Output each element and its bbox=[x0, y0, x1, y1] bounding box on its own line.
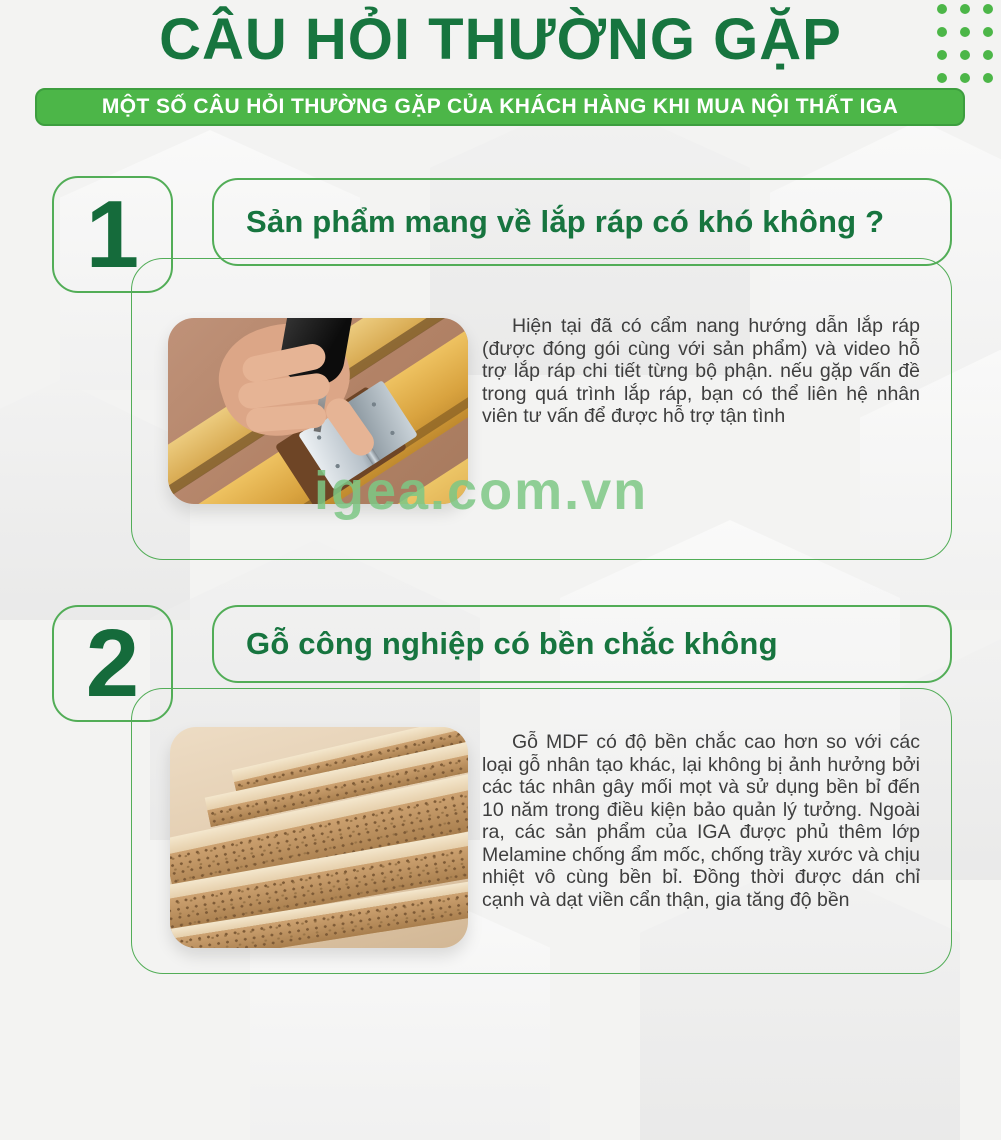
mdf-board-stack-photo bbox=[170, 727, 468, 948]
faq1-number: 1 bbox=[52, 176, 173, 293]
faq2-number: 2 bbox=[52, 605, 173, 722]
dots-grid-decoration bbox=[937, 4, 993, 83]
watermark: igea.com.vn bbox=[314, 461, 649, 521]
page-title: CÂU HỎI THƯỜNG GẶP bbox=[159, 7, 842, 72]
faq2-answer-text: Gỗ MDF có độ bền chắc cao hơn so với các loại gỗ nhân tạo khác, lại không bị ảnh hưởng bởi các tác nhân gây mối mọt và sử dụng bền bỉ đến 10 năm trong điều kiện bảo quản lý tưởng. Ngoài ra, các sản phẩm của IGA được phủ thêm lớp Melamine chống ẩm mốc, chống trầy xước và chịu nhiệt vô cùng bền bỉ. Đồng thời được dán chỉ cạnh và dạt viền cẩn thận, gia tăng độ bền bbox=[482, 731, 920, 911]
faq1-question: Sản phẩm mang về lắp ráp có khó không ? bbox=[212, 178, 952, 266]
subtitle-banner: MỘT SỐ CÂU HỎI THƯỜNG GẶP CỦA KHÁCH HÀNG KHI MUA NỘI THẤT IGA bbox=[35, 88, 965, 126]
faq1-answer-text: Hiện tại đã có cẩm nang hướng dẫn lắp ráp (được đóng gói cùng với sản phẩm) và video hỗ trợ lắp ráp chi tiết từng bộ phận. nếu gặp vấn đề trong quá trình lắp ráp, bạn có thể liên hệ nhân viên tư vấn để được hỗ trợ tận tình bbox=[482, 315, 920, 427]
faq2-question: Gỗ công nghiệp có bền chắc không bbox=[212, 605, 952, 683]
